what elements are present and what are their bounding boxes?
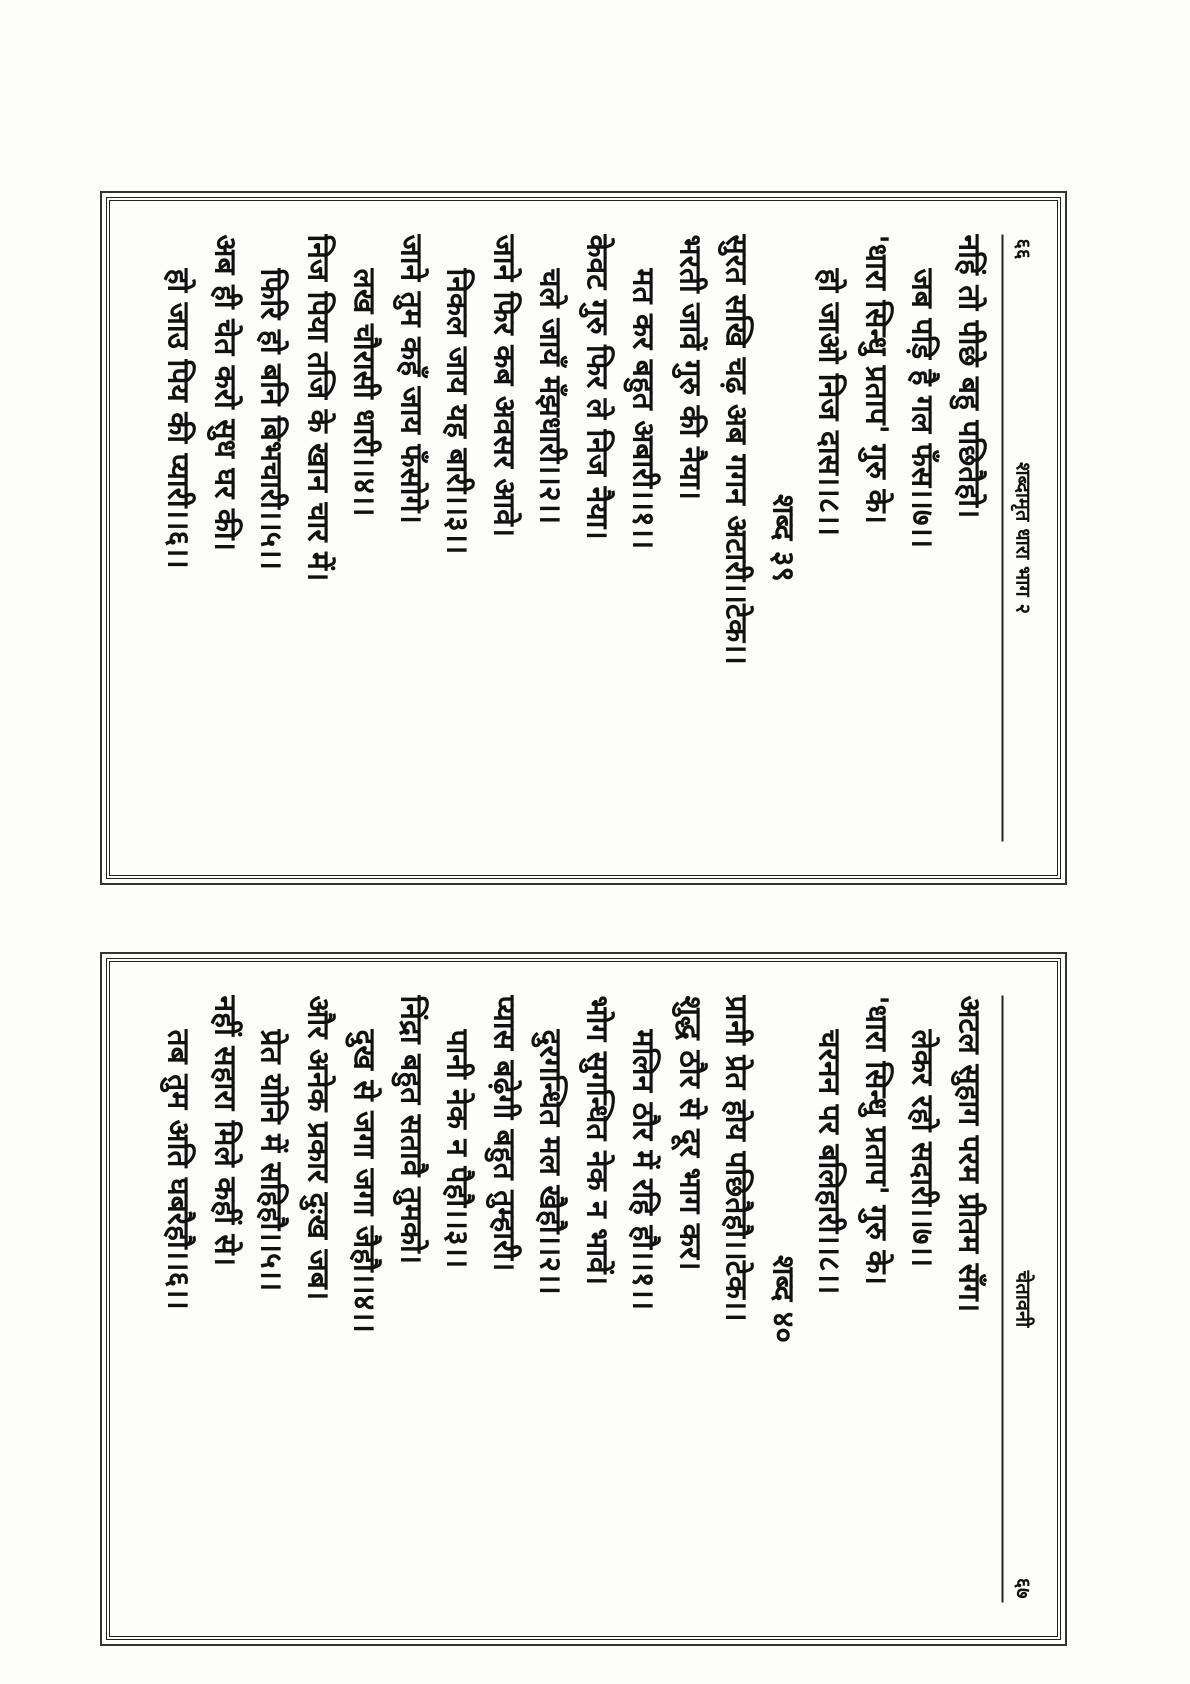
verse-line: भरती जावें गुरु की नैया। <box>672 234 707 501</box>
verse-line: जाने फिर कब अवसर आवे। <box>486 234 521 538</box>
verse-line: और अनेक प्रकार दुःख जब। <box>300 995 335 1301</box>
verse-line: प्रानी प्रेत होय पछितैहौ।।टेक।। <box>718 995 754 1322</box>
verse-line: भोग सुगन्धित नेक न भावें। <box>579 995 614 1286</box>
verse-line: हो जाओ निज दास।।८।। <box>811 268 847 536</box>
verse-line: जाने तुम कहँ जाय फँसोगे। <box>393 234 428 524</box>
verse-block <box>154 235 991 842</box>
verse-line: जब पड़ि है गल फँस।।७।। <box>904 268 940 549</box>
verse-line: फिरि हो बनि बिभचारी।।५।। <box>253 268 289 570</box>
verse-line: मत कर बहुत अबारी।।१।। <box>625 268 661 550</box>
verse-line: नहीं सहारा मिले कहीं से। <box>207 995 242 1267</box>
verse-line: केवट गुरु फिर ले निज नैया। <box>579 234 614 540</box>
verse-line: निंद्रा बहुत सतावै तुमको। <box>393 995 428 1265</box>
page-66 <box>116 211 1051 866</box>
verse-line: अटल सुहाग परम प्रीतम सँग। <box>951 995 986 1313</box>
running-head: चेतावनी <box>1011 1270 1036 1328</box>
verse-line: नहिं तो पीछे बहु पछितैहो। <box>951 234 986 519</box>
page-header <box>1001 235 1041 842</box>
verse-line: मलिन ठौर में रहि हौ।।१।। <box>625 1029 661 1311</box>
page-number: ६६ <box>1011 238 1036 260</box>
verse-line: प्यास बढ़ेगी बहुत तुम्हारी। <box>486 995 521 1272</box>
shabd-heading: शब्द ३९ <box>765 494 800 582</box>
verse-line: 'धारा सिन्धु प्रताप' गुरु के। <box>858 234 893 524</box>
verse-line: हो जाउ पिय की प्यारी।।६।। <box>160 268 196 569</box>
verse-line: 'धारा सिन्धु प्रताप' गुरु के। <box>858 995 893 1285</box>
page-67-frame <box>106 958 1061 1640</box>
verse-line: निज पिया तजि के खान चार में। <box>300 234 335 582</box>
verse-line: तब तुम अति घबरैहौ।।६।। <box>160 1029 196 1310</box>
verse-line: लख चौरासी धारी।।४।। <box>346 268 382 517</box>
page-number: ६७ <box>1011 1577 1036 1599</box>
page-header <box>1001 996 1041 1603</box>
verse-line: लेकर रहो सदारी।।७।। <box>904 1029 940 1268</box>
verse-block <box>154 996 991 1603</box>
verse-line: सुरत सखि चढ़ अब गगन अटारी।।टेक।। <box>718 234 754 665</box>
page-67 <box>116 972 1051 1627</box>
verse-line: पानी नेक न पैहौ।।३।। <box>439 1029 475 1269</box>
verse-line: अब ही चेत करो सुध घर की। <box>207 234 242 552</box>
running-head: शब्दामृत धारा भाग २ <box>1011 461 1036 615</box>
verse-line: प्रेत योनि में सहिहौ।।५।। <box>253 1029 289 1292</box>
shabd-heading: शब्द ४० <box>765 1255 800 1343</box>
verse-line: दुख से जगा जगा जैहौ।।४।। <box>346 1029 382 1333</box>
verse-line: शुद्ध ठौर से दूर भाग कर। <box>672 995 707 1271</box>
verse-line: चले जायँ मँझधारी।।२।। <box>532 268 568 525</box>
verse-line: निकल जाय यह बारी।।३।। <box>439 268 475 555</box>
verse-line: चरनन पर बलिहारी।।८।। <box>811 1029 847 1295</box>
page-66-frame <box>106 197 1061 879</box>
verse-line: दुरगन्धित मल खैहौ।।२।। <box>532 1029 568 1295</box>
